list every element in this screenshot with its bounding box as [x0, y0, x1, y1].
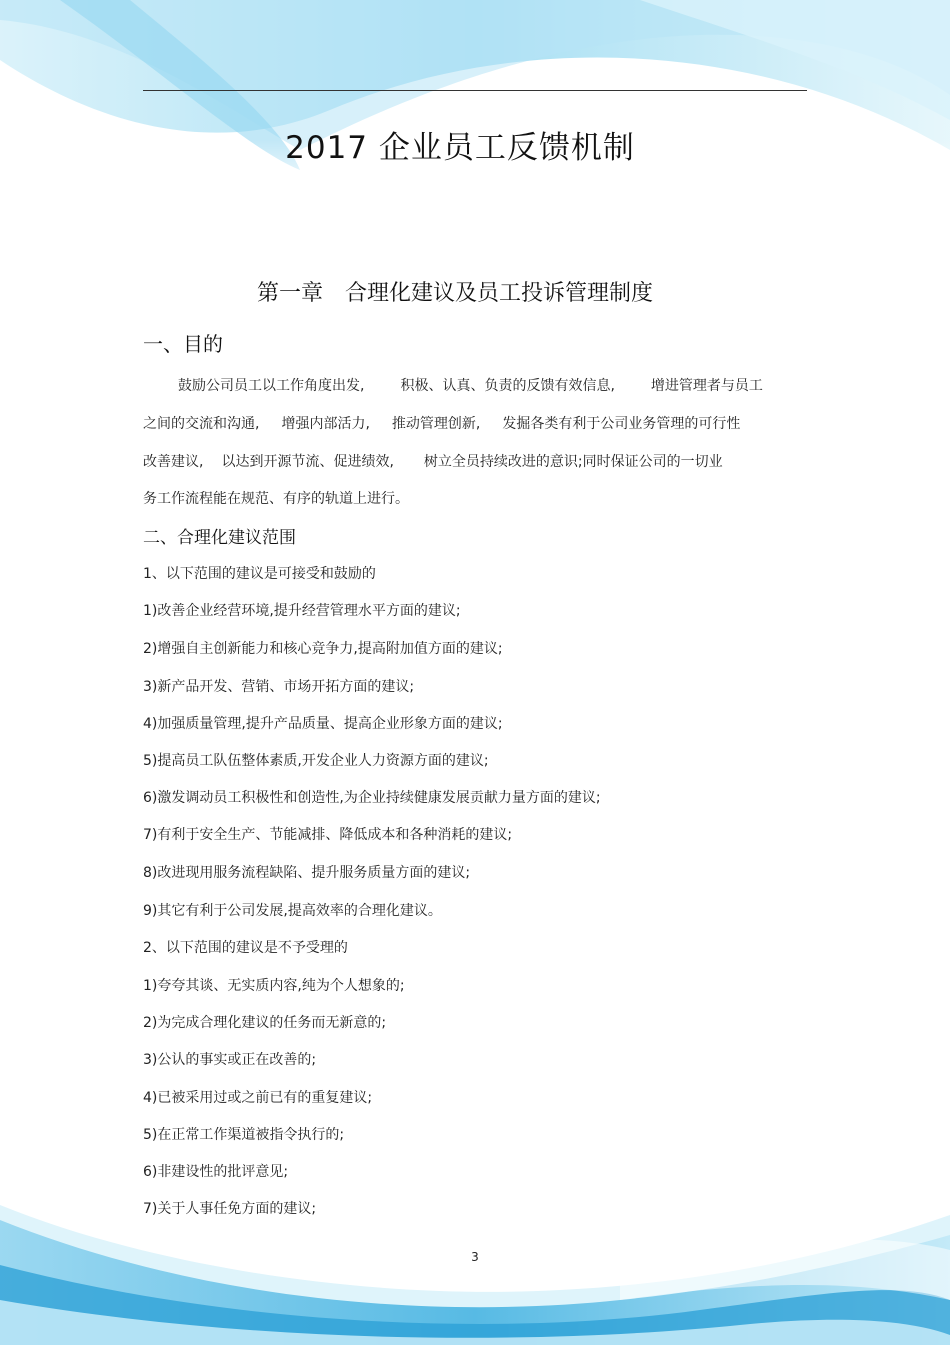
- list-item: 5)在正常工作渠道被指令执行的;: [143, 1127, 345, 1143]
- list-item: 9)其它有利于公司发展,提高效率的合理化建议。: [143, 903, 442, 919]
- list-item: 4)加强质量管理,提升产品质量、提高企业形象方面的建议;: [143, 716, 503, 732]
- page-number: 3: [471, 1250, 479, 1264]
- list-item: 7)有利于安全生产、节能减排、降低成本和各种消耗的建议;: [143, 827, 513, 843]
- section-heading-scope: 二、合理化建议范围: [143, 528, 296, 548]
- purpose-line-1: 鼓励公司员工以工作角度出发, 积极、认真、负责的反馈有效信息, 增进管理者与员工: [178, 378, 763, 394]
- list-item: 2)增强自主创新能力和核心竞争力,提高附加值方面的建议;: [143, 641, 503, 657]
- header-rule: [143, 90, 807, 91]
- rejected-heading: 2、以下范围的建议是不予受理的: [143, 940, 348, 956]
- list-item: 2)为完成合理化建议的任务而无新意的;: [143, 1015, 387, 1031]
- section-heading-purpose: 一、目的: [143, 332, 223, 356]
- chapter-name: 合理化建议及员工投诉管理制度: [345, 281, 654, 306]
- list-item: 8)改进现用服务流程缺陷、提升服务质量方面的建议;: [143, 865, 471, 881]
- list-item: 1)夸夸其谈、无实质内容,纯为个人想象的;: [143, 978, 405, 994]
- list-item: 4)已被采用过或之前已有的重复建议;: [143, 1090, 373, 1106]
- chapter-label: 第一章: [256, 281, 323, 306]
- chapter-title: [0, 276, 910, 307]
- list-item: 6)非建设性的批评意见;: [143, 1164, 289, 1180]
- accepted-heading: 1、以下范围的建议是可接受和鼓励的: [143, 566, 376, 582]
- purpose-line-3: 改善建议, 以达到开源节流、促进绩效, 树立全员持续改进的意识;同时保证公司的一切业: [143, 454, 723, 470]
- list-item: 3)公认的事实或正在改善的;: [143, 1052, 317, 1068]
- document-title: 2017 企业员工反馈机制: [285, 130, 635, 166]
- list-item: 1)改善企业经营环境,提升经营管理水平方面的建议;: [143, 603, 461, 619]
- list-item: 5)提高员工队伍整体素质,开发企业人力资源方面的建议;: [143, 753, 489, 769]
- list-item: 7)关于人事任免方面的建议;: [143, 1201, 317, 1217]
- purpose-line-4: 务工作流程能在规范、有序的轨道上进行。: [143, 491, 409, 507]
- purpose-line-2: 之间的交流和沟通, 增强内部活力, 推动管理创新, 发掘各类有利于公司业务管理的可行性: [143, 416, 741, 432]
- list-item: 6)激发调动员工积极性和创造性,为企业持续健康发展贡献力量方面的建议;: [143, 790, 601, 806]
- list-item: 3)新产品开发、营销、市场开拓方面的建议;: [143, 679, 415, 695]
